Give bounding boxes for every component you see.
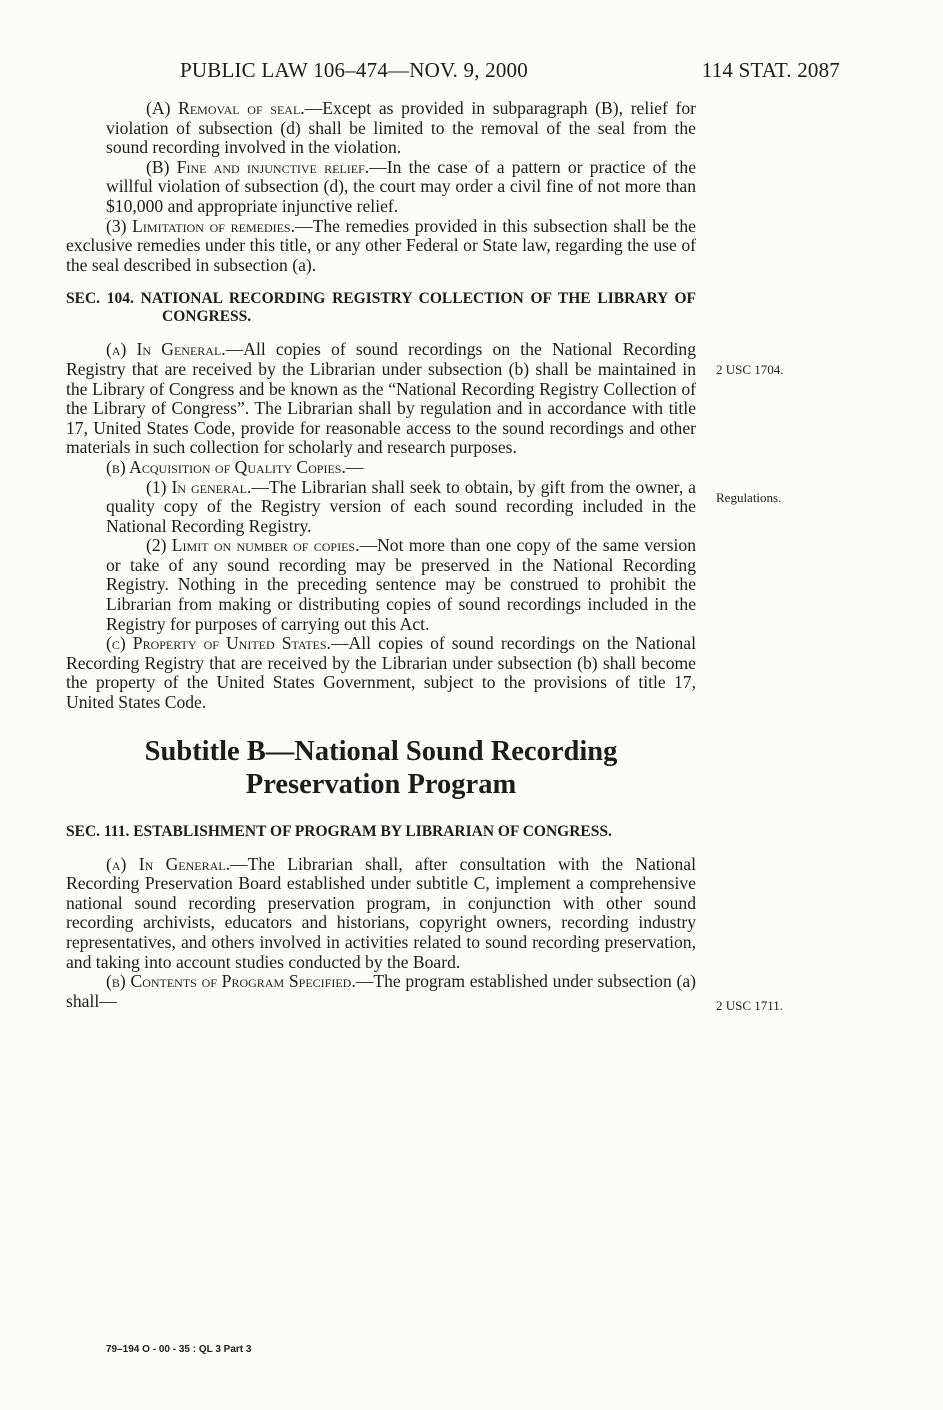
paragraph-111-b [66, 972, 696, 1011]
paragraph-text: —The Librarian shall seek to obtain, by gift from the owner, a quality copy of the Registry version of each sound recording included in the National Recording Registry. [106, 476, 696, 536]
paragraph-104-a [66, 340, 696, 458]
paragraph-111-a [66, 855, 696, 973]
paragraph-label: (A) Removal of seal. [146, 98, 305, 118]
running-header [180, 58, 840, 84]
section-104-heading: SEC. 104. NATIONAL RECORDING REGISTRY COLLECTION OF THE LIBRARY OF CONGRESS. [66, 290, 696, 326]
paragraph-text: —The program established under subsection (a) shall— [66, 971, 697, 1011]
subtitle-line-1: Subtitle B—National Sound Recording [144, 735, 618, 767]
paragraph-104-b2 [66, 536, 696, 634]
page-body [66, 99, 696, 1011]
margin-note-regulations: Regulations. [716, 490, 782, 505]
paragraph-text: —Except as provided in subparagraph (B), relief for violation of subsection (d) shall be limited to the removal of the seal from the sound recording involved in the violation. [106, 98, 696, 158]
margin-note-usc-1711: 2 USC 1711. [716, 998, 784, 1013]
paragraph-label: (c) Property of United States. [106, 633, 331, 654]
paragraph-104-b1 [66, 478, 696, 537]
paragraph-text: —The Librarian shall, after consultation with the National Recording Preservation Board established under subtitle C, implement a comprehensive national sound recording preservation program, in conjunction with other sound recording archivists, educators and historians, copyright owners, recording industry representatives, and others involved in activities related to sound recording preservation, and taking into account studies conducted by the Board. [66, 853, 696, 972]
printer-footer: 79–194 O - 00 - 35 : QL 3 Part 3 [106, 1344, 252, 1355]
paragraph-text: —Not more than one copy of the same version or take of any sound recording may be preserved in the National Recording Registry. Nothing in the preceding sentence may be construed to prohibit the Librarian from making or distributing copies of sound recordings included in the Registry for purposes of carrying out this Act. [106, 535, 696, 634]
subtitle-line-2: Preservation Program [245, 768, 517, 800]
paragraph-label: (1) In general. [146, 476, 252, 497]
paragraph-limitation-of-remedies [26, 217, 696, 276]
paragraph-104-c [66, 634, 696, 712]
paragraph-fine-injunctive [66, 158, 696, 217]
section-111-heading: SEC. 111. ESTABLISHMENT OF PROGRAM BY LIBRARIAN OF CONGRESS. [66, 822, 612, 840]
law-title: PUBLIC LAW 106–474—NOV. 9, 2000 [180, 58, 528, 82]
paragraph-label: (b) Acquisition of Quality Copies. [106, 456, 346, 477]
paragraph-text: — [345, 456, 364, 477]
stat-page-number: 114 STAT. 2087 [701, 58, 840, 82]
paragraph-label: (a) In General. [106, 853, 231, 874]
paragraph-104-b [66, 458, 696, 478]
subtitle-heading [66, 735, 696, 801]
paragraph-text: —In the case of a pattern or practice of the willful violation of subsection (d), the court may order a civil fine of not more than $10,000 and appropriate injunctive relief. [106, 156, 697, 216]
paragraph-text: —The remedies provided in this subsection shall be the exclusive remedies under this title, or any other Federal or State law, regarding the use of the seal described in subsection (a). [66, 215, 696, 275]
paragraph-label: (2) Limit on number of copies. [146, 535, 360, 556]
margin-note-usc-1704: 2 USC 1704. [716, 362, 784, 377]
paragraph-removal-of-seal [66, 99, 696, 158]
paragraph-label: (b) Contents of Program Specified. [106, 971, 356, 992]
paragraph-label: (a) In General. [106, 339, 226, 360]
paragraph-label: (B) Fine and injunctive relief. [146, 156, 370, 177]
paragraph-label: (3) Limitation of remedies. [106, 215, 296, 236]
paragraph-text: —All copies of sound recordings on the National Recording Registry that are received by the Librarian under subsection (b) shall become the property of the United States Government, subject to the provisions of title 17, United States Code. [66, 633, 696, 713]
paragraph-text: —All copies of sound recordings on the National Recording Registry that are received by the Librarian under subsection (b) shall be maintained in the Library of Congress and be known as the “National Recording Registry Collection of the Library of Congress”. The Librarian shall by regulation and in accordance with title 17, United States Code, provide for reasonable access to the sound recordings and other materials in such collection for scholarly and research purposes. [66, 339, 696, 458]
